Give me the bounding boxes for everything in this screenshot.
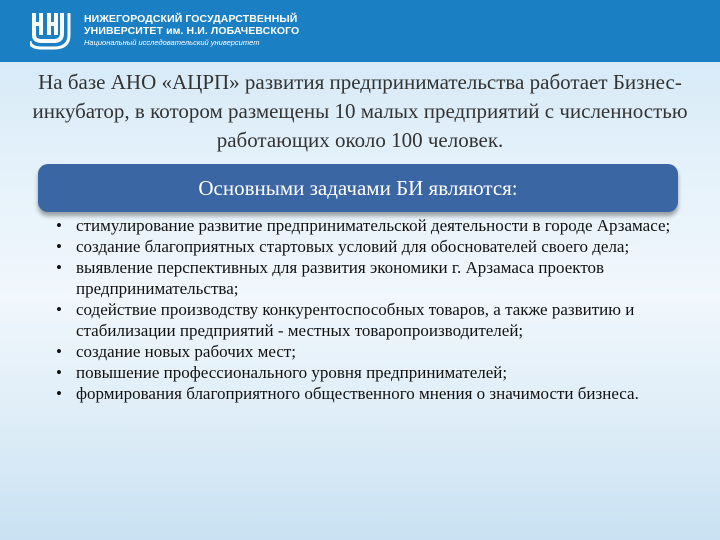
- bullet-icon: •: [56, 384, 62, 403]
- bullet-icon: •: [56, 342, 62, 361]
- list-item-text: создание новых рабочих мест;: [76, 342, 297, 361]
- list-item: [52, 383, 692, 404]
- list-item: [52, 299, 692, 341]
- bullet-icon: •: [56, 300, 62, 319]
- tasks-heading: Основными задачами БИ являются:: [198, 175, 518, 200]
- list-item-text: повышение профессионального уровня предпринимателей;: [76, 363, 508, 382]
- tasks-list: [52, 215, 692, 404]
- bullet-icon: •: [56, 237, 62, 256]
- list-item: [52, 257, 692, 299]
- university-logo-icon: [30, 11, 76, 51]
- university-subtitle: Национальный исследовательский университет: [84, 38, 260, 47]
- university-name-line1: НИЖЕГОРОДСКИЙ ГОСУДАРСТВЕННЫЙ: [84, 13, 298, 25]
- list-item-text: создание благоприятных стартовых условий для обоснователей своего дела;: [76, 237, 630, 256]
- list-item-text: формирования благоприятного общественного мнения о значимости бизнеса.: [76, 384, 639, 403]
- intro-paragraph: На базе АНО «АЦРП» развития предпринимательства работает Бизнес-инкубатор, в котором размещены 10 малых предприятий с численностью работающих около 100 человек.: [32, 70, 688, 152]
- list-item: [52, 362, 692, 383]
- list-item: [52, 341, 692, 362]
- list-item-text: выявление перспективных для развития экономики г. Арзамаса проектов предпринимательства;: [76, 258, 605, 298]
- list-item-text: стимулирование развитие предпринимательской деятельности в городе Арзамасе;: [76, 216, 671, 235]
- university-name: [84, 13, 299, 48]
- list-item: [52, 215, 692, 236]
- list-item-text: содействие производству конкурентоспособных товаров, а также развитию и стабилизации предприятий - местных товаропроизводителей;: [76, 300, 635, 340]
- header-banner: [0, 0, 720, 62]
- tasks-heading-box: [38, 164, 678, 212]
- bullet-icon: •: [56, 258, 62, 277]
- bullet-icon: •: [56, 216, 62, 235]
- university-name-line2: УНИВЕРСИТЕТ им. Н.И. ЛОБАЧЕВСКОГО: [84, 25, 300, 37]
- bullet-icon: •: [56, 363, 62, 382]
- list-item: [52, 236, 692, 257]
